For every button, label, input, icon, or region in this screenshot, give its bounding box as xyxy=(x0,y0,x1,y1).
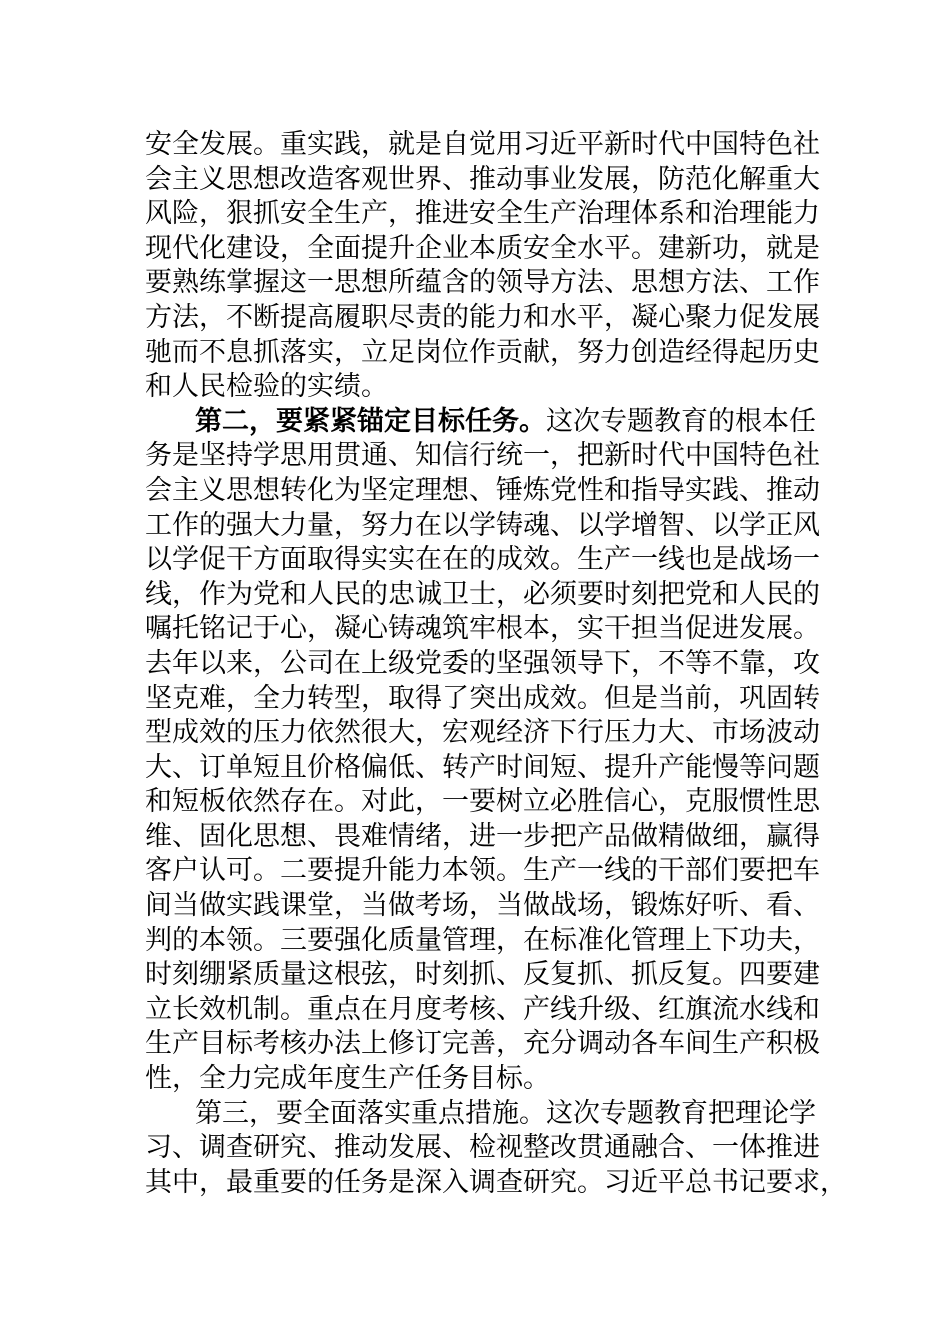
text-line: 要熟练掌握这一思想所蕴含的领导方法、思想方法、工作 xyxy=(145,267,820,299)
text-line: 判的本领。三要强化质量管理，在标准化管理上下功夫， xyxy=(145,924,820,956)
text-line: 型成效的压力依然很大，宏观经济下行压力大、市场波动 xyxy=(145,717,820,749)
text-line: 习、调查研究、推动发展、检视整改贯通融合、一体推进 xyxy=(145,1132,820,1164)
paragraph-first-line xyxy=(145,405,835,440)
text-run: 这次专题教育的根本任 xyxy=(546,405,816,437)
text-line: 客户认可。二要提升能力本领。生产一线的干部们要把车 xyxy=(145,855,820,887)
text-line: 大、订单短且价格偏低、转产时间短、提升产能慢等问题 xyxy=(145,751,820,783)
text-line: 驰而不息抓落实，立足岗位作贡献，努力创造经得起历史 xyxy=(145,336,820,368)
text-line: 工作的强大力量，努力在以学铸魂、以学增智、以学正风 xyxy=(145,509,820,541)
text-line: 风险，狠抓安全生产，推进安全生产治理体系和治理能力 xyxy=(145,198,820,230)
text-line: 生产目标考核办法上修订完善，充分调动各车间生产积极 xyxy=(145,1028,820,1060)
text-line: 务是坚持学思用贯通、知信行统一，把新时代中国特色社 xyxy=(145,440,820,472)
paragraph-first-line: 第三，要全面落实重点措施。这次专题教育把理论学 xyxy=(195,1097,816,1129)
text-line: 立长效机制。重点在月度考核、产线升级、红旗流水线和 xyxy=(145,993,820,1025)
text-line: 方法，不断提高履职尽责的能力和水平，凝心聚力促发展 xyxy=(145,301,820,333)
text-line: 时刻绷紧质量这根弦，时刻抓、反复抓、抓反复。四要建 xyxy=(145,959,820,991)
text-line: 维、固化思想、畏难情绪，进一步把产品做精做细，赢得 xyxy=(145,820,820,852)
text-line: 安全发展。重实践，就是自觉用习近平新时代中国特色社 xyxy=(145,129,820,160)
text-line: 其中，最重要的任务是深入调查研究。习近平总书记要求， xyxy=(145,1166,847,1198)
text-line: 现代化建设，全面提升企业本质安全水平。建新功，就是 xyxy=(145,232,820,264)
section-heading-bold: 第二，要紧紧锚定目标任务。 xyxy=(195,405,546,437)
text-line: 去年以来，公司在上级党委的坚强领导下，不等不靠，攻 xyxy=(145,647,820,679)
text-line: 线，作为党和人民的忠诚卫士，必须要时刻把党和人民的 xyxy=(145,578,820,610)
text-line: 性，全力完成年度生产任务目标。 xyxy=(145,1063,550,1095)
text-line: 间当做实践课堂，当做考场，当做战场，锻炼好听、看、 xyxy=(145,890,820,922)
text-line: 嘱托铭记于心，凝心铸魂筑牢根本，实干担当促进发展。 xyxy=(145,613,820,645)
text-line: 坚克难，全力转型，取得了突出成效。但是当前，巩固转 xyxy=(145,682,820,714)
text-line: 会主义思想转化为坚定理想、锤炼党性和指导实践、推动 xyxy=(145,474,820,506)
text-line: 和短板依然存在。对此，一要树立必胜信心，克服惯性思 xyxy=(145,786,820,818)
text-line: 以学促干方面取得实实在在的成效。生产一线也是战场一 xyxy=(145,544,820,576)
text-line: 会主义思想改造客观世界、推动事业发展，防范化解重大 xyxy=(145,163,820,195)
text-line: 和人民检验的实绩。 xyxy=(145,371,388,403)
document-body xyxy=(145,128,847,1200)
